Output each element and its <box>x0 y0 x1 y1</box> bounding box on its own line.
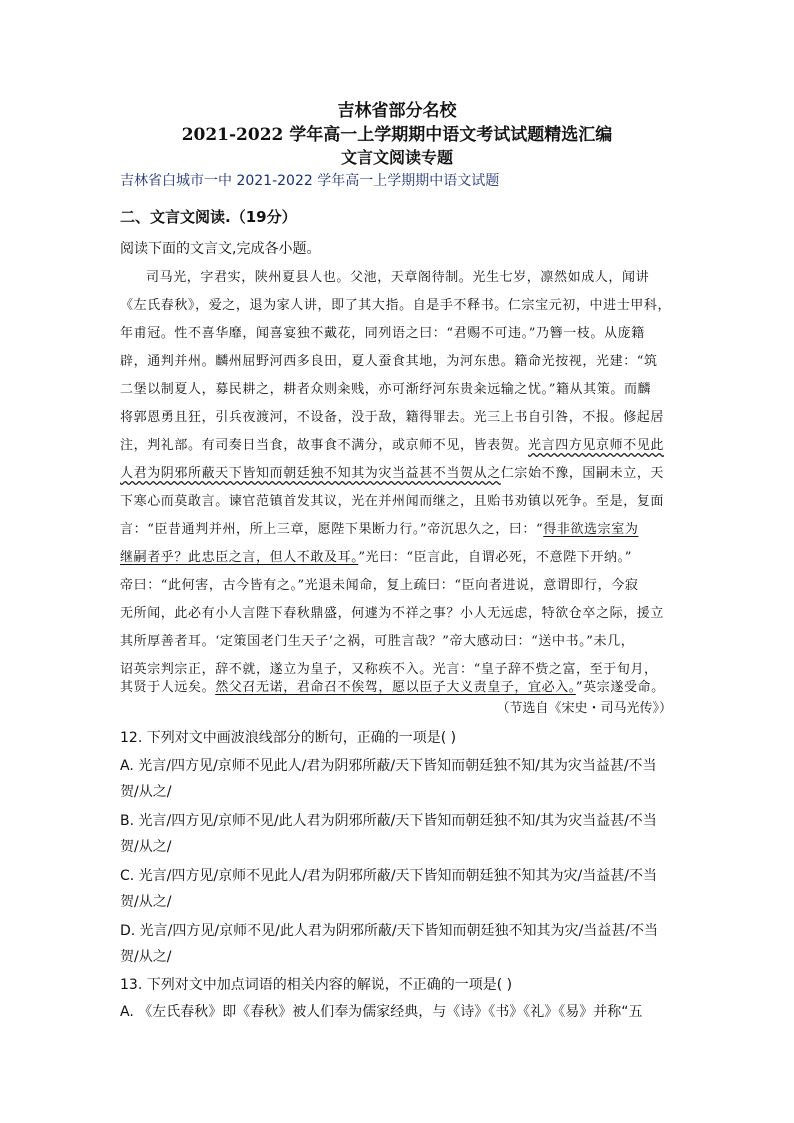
passage-text: 其贤于人远矣。 <box>120 680 216 695</box>
underlined-text: 继嗣者乎？此忠臣之言，但人不敢及耳。 <box>120 550 359 565</box>
question-13: 13. 下列对文中加点词语的相关内容的解说，不正确的一项是( ) <box>120 977 513 993</box>
passage-line: 帝曰：“此何害，古今皆有之。”光退未闻命，复上疏曰：“臣向者进说，意谓即行，今寂 <box>120 578 639 593</box>
passage-line: 无所闻，此必有小人言陛下春秋鼎盛，何遽为不祥之事？小人无远虑，特欲仓卒之际，援立 <box>120 606 665 621</box>
passage-line: 二堡以制夏人，募民耕之，耕者众则籴贱，亦可渐纾河东贵籴远输之忧。”籍从其策。而麟 <box>120 382 652 397</box>
passage-line: 辟，通判并州。麟州屈野河西多良田，夏人蚕食其地，为河东患。籍命光按视，光建：“筑 <box>120 354 658 369</box>
question-12: 12. 下列对文中画波浪线部分的断句，正确的一项是( ) <box>120 730 457 746</box>
passage-credit: （节选自《宋史・司马光传》） <box>496 701 672 716</box>
option-a: A. 光言/四方见/京师不见此人/君为阴邪所蔽/天下皆知而朝廷独不知/其为灾当益甚/不当 <box>120 758 657 774</box>
passage-text: 言：“臣昔通判并州，所上三章，愿陛下果断力行。”帝沉思久之，曰：“ <box>120 522 544 537</box>
option-13a: A. 《左氏春秋》即《春秋》被人们奉为儒家经典，与《诗》《书》《礼》《易》并称“五 <box>120 1004 643 1020</box>
passage-line <box>120 546 680 565</box>
passage-line: 《左氏春秋》，爱之，退为家人讲，即了其大指。自是手不释书。仁宗宝元初，中进士甲科， <box>120 298 672 313</box>
option-d-cont: 贺/从之/ <box>120 949 172 965</box>
passage-line: 司马光，字君实，陕州夏县人也。父池，天章阁待制。光生七岁，凛然如成人，闻讲 <box>146 270 650 285</box>
instruction: 阅读下面的文言文,完成各小题。 <box>120 241 321 257</box>
wavy-underlined-text: 人君为阴邪所蔽天下皆知而朝廷独不知其为灾当益甚不当贺从之 <box>120 466 501 481</box>
underlined-text: 得非欲选宗室为 <box>543 522 639 537</box>
passage-line: 年甫冠。性不喜华靡，闻喜宴独不戴花，同列语之曰：“君赐不可违。”乃簪一枝。从庞籍 <box>120 326 645 341</box>
header-title-line2: 2021-2022 学年高一上学期期中语文考试试题精选汇编 <box>181 125 613 145</box>
passage-line: 下寒心而莫敢言。谏官范镇首发其议，光在并州闻而继之，且贻书劝镇以死争。至是，复面 <box>120 494 665 509</box>
passage-line: 其所厚善者耳。‘定策国老门生天子’之祸，可胜言哉？”帝大感动曰：“送中书。”未几， <box>120 634 635 649</box>
passage-text: ”光曰：“臣言此，自谓必死，不意陛下开纳。” <box>358 550 632 565</box>
option-a-cont: 贺/从之/ <box>120 784 172 800</box>
passage-line <box>120 518 680 537</box>
passage-text: ”英宗遂受命。 <box>575 680 665 695</box>
passage-line: 诏英宗判宗正，辞不就，遂立为皇子，又称疾不入。光言：“皇子辞不赀之富，至于旬月， <box>120 662 658 677</box>
source-line: 吉林省白城市一中 2021-2022 学年高一上学期期中语文试题 <box>120 173 500 189</box>
passage-text: 注，判礼部。有司奏日当食，故事食不满分，或京师不见，皆表贺。 <box>120 438 529 453</box>
option-b-cont: 贺/从之/ <box>120 839 172 855</box>
underlined-text: 然父召无诺，君命召不俟驾，愿以臣子大义责皇子，宜必入。 <box>215 680 576 695</box>
option-b: B. 光言/四方见/京师不见/此人君为阴邪所蔽/天下皆知而朝廷独不知/其为灾当益甚/不当 <box>120 813 657 829</box>
passage-line: 将郭恩勇且狂，引兵夜渡河，不设备，没于敌，籍得罪去。光三上书自引咎，不报。修起居 <box>120 410 665 425</box>
option-d: D. 光言/四方见/京师不见/此人君为阴邪所蔽/天下皆知而朝廷独不知其为灾/当益甚/不当 <box>120 923 658 939</box>
header-title-line1: 吉林省部分名校 <box>337 101 457 121</box>
passage-line <box>120 434 680 453</box>
passage-text: 仁宗始不豫，国嗣未立，天 <box>500 466 665 481</box>
header-title-line3: 文言文阅读专题 <box>340 148 453 167</box>
passage-line <box>120 676 680 695</box>
wavy-underlined-text: 光言四方见京师不见此 <box>528 438 665 453</box>
section-heading: 二、文言文阅读.（19分） <box>120 208 297 226</box>
option-c: C. 光言/四方见/京师不见此人/君为阴邪所蔽/天下皆知而朝廷独不知其为灾/当益甚/不当 <box>120 868 657 884</box>
option-c-cont: 贺/从之/ <box>120 894 172 910</box>
passage-line <box>120 462 680 481</box>
